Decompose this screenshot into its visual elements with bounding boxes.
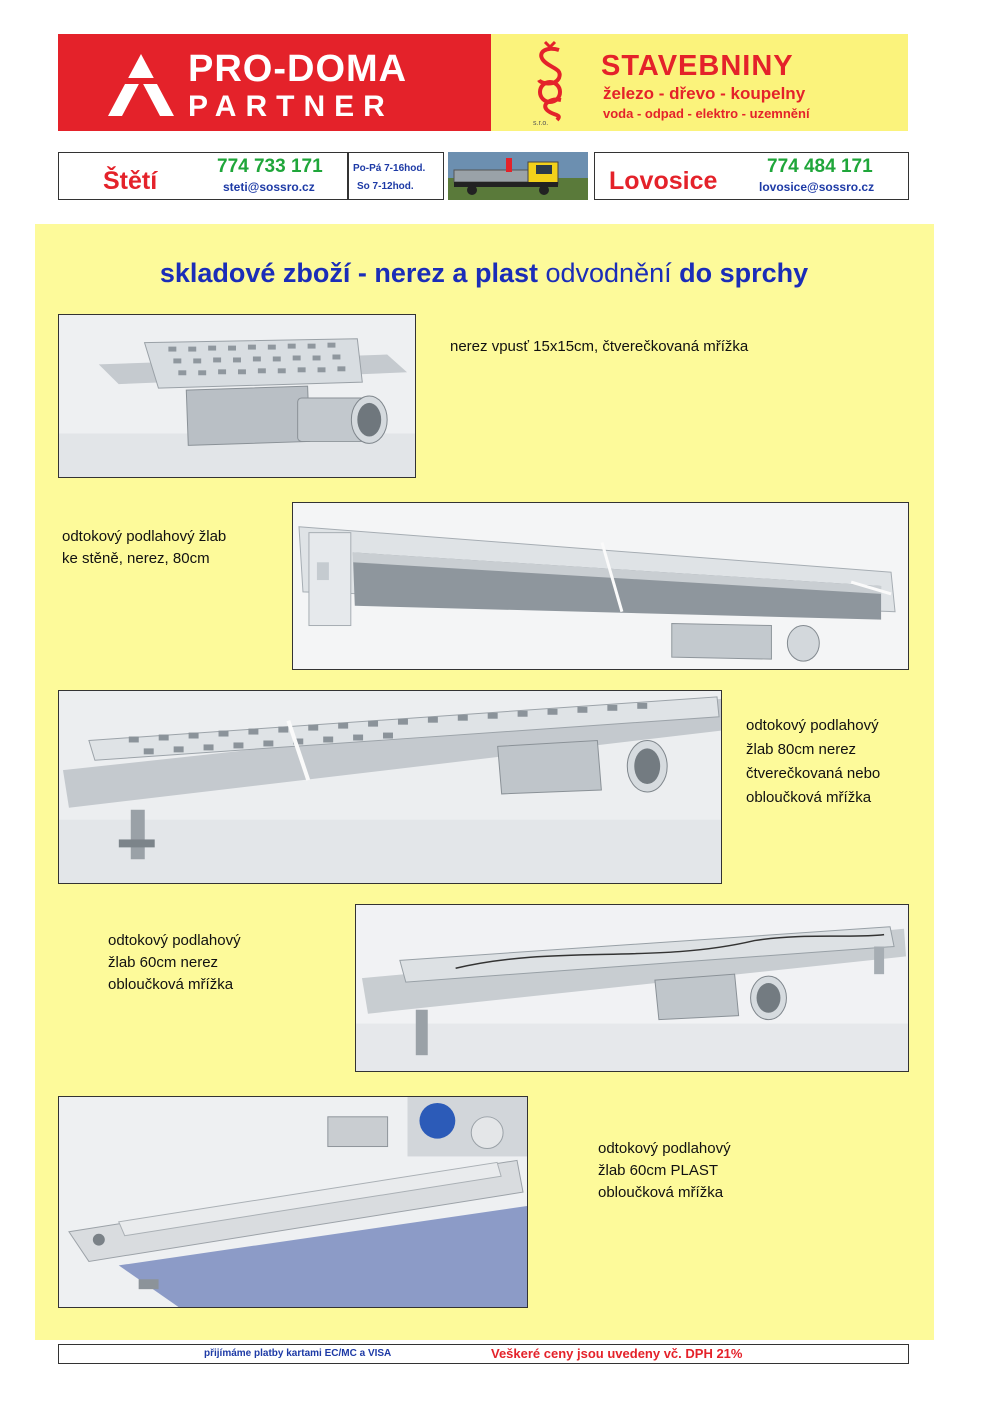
pro-doma-logo-icon [106, 48, 176, 118]
stavebniny-tagline1: železo - dřevo - koupelny [603, 84, 806, 103]
payment-info: přijímáme platby kartami EC/MC a VISA [204, 1348, 392, 1359]
hours-weekdays: Po-Pá 7-16hod. [353, 163, 426, 174]
contact-lovosice [594, 152, 909, 200]
product-photo-plastic-drain [58, 1096, 528, 1308]
city-steti: Štětí [103, 167, 158, 195]
truck-photo [448, 152, 588, 200]
stavebniny-banner [491, 34, 908, 131]
title-part3: do sprchy [679, 258, 809, 288]
product-photo-80cm-drain [58, 690, 722, 884]
product-photo-square-drain [58, 314, 416, 478]
title-part2: odvodnění [545, 258, 672, 288]
company-form: s.r.o. [533, 120, 549, 127]
phone-steti: 774 733 171 [217, 156, 323, 177]
brand-line2: PARTNER [188, 90, 394, 123]
stavebniny-tagline2: voda - odpad - elektro - uzemnění [603, 106, 810, 121]
brand-line1: PRO-DOMA [188, 48, 408, 90]
sos-logo-icon [529, 40, 571, 122]
page-title [0, 258, 968, 289]
product-photo-wall-drain [292, 502, 909, 670]
product-desc-1: nerez vpusť 15x15cm, čtverečkovaná mřížka [450, 338, 749, 355]
footer-bar [58, 1344, 909, 1364]
vat-notice: Veškeré ceny jsou uvedeny vč. DPH 21% [491, 1346, 743, 1361]
title-part1: skladové zboží - nerez a plast [159, 258, 538, 288]
phone-lovosice: 774 484 171 [767, 156, 873, 177]
product-photo-60cm-drain [355, 904, 909, 1072]
city-lovosice: Lovosice [609, 167, 718, 195]
product-desc-5: odtokový podlahový žlab 60cm PLAST obloučková mřížka [598, 1140, 731, 1201]
product-desc-2: odtokový podlahový žlab ke stěně, nerez, 80cm [62, 528, 227, 567]
email-lovosice[interactable]: lovosice@sossro.cz [759, 180, 875, 194]
email-steti[interactable]: steti@sossro.cz [223, 180, 315, 194]
product-desc-3: odtokový podlahový žlab 80cm nerez čtverečkovaná nebo obloučková mřížka [746, 717, 881, 806]
hours-saturday: So 7-12hod. [357, 181, 414, 192]
opening-hours [348, 152, 444, 200]
pro-doma-banner [58, 34, 491, 131]
stavebniny-title: STAVEBNINY [601, 50, 794, 82]
product-desc-4: odtokový podlahový žlab 60cm nerez obloučková mřížka [108, 932, 241, 993]
contact-steti [58, 152, 348, 200]
